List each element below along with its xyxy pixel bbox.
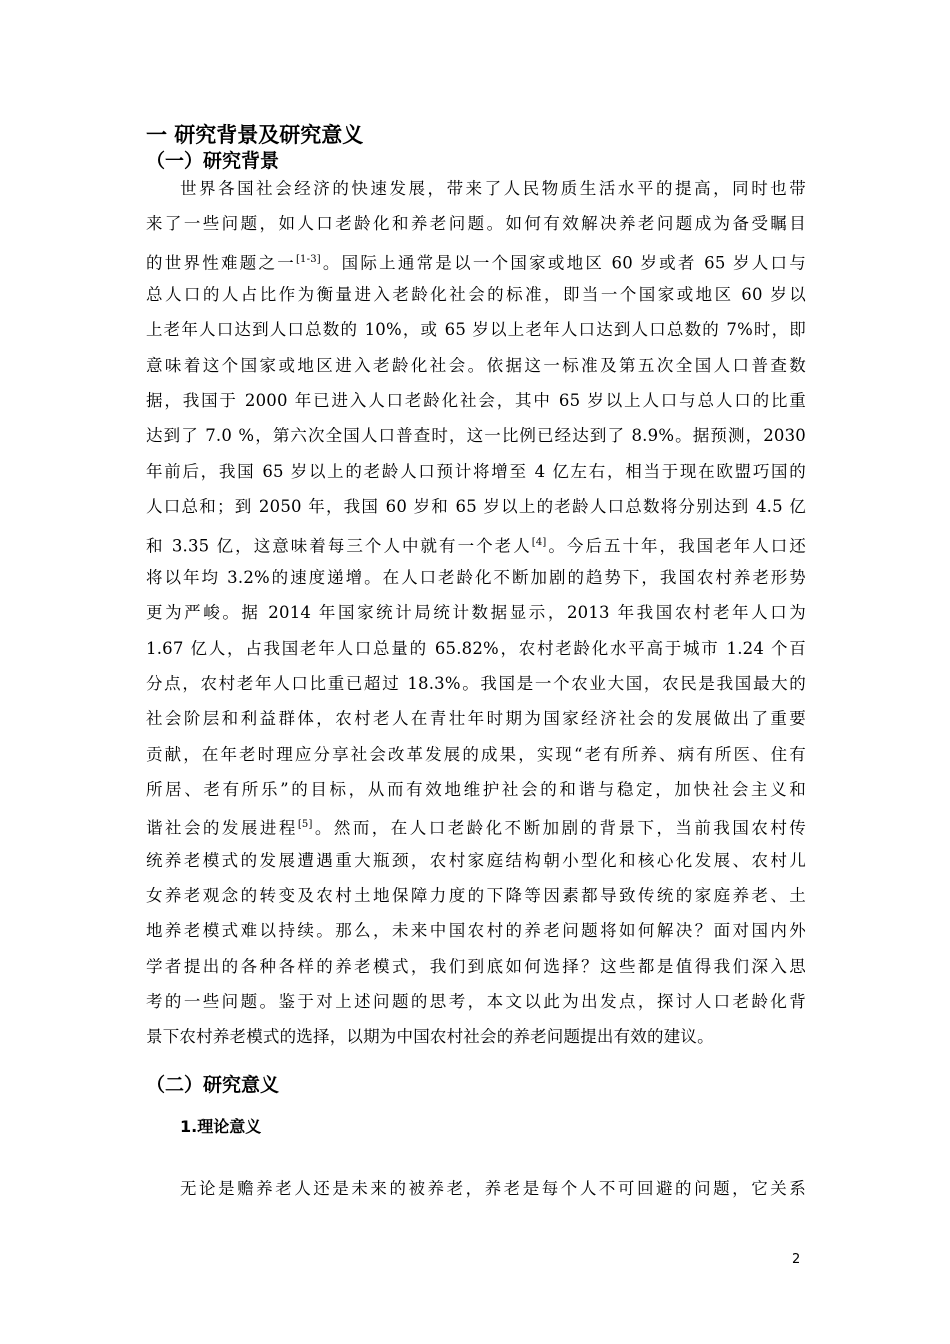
paragraph-line: 统养老模式的发展遭遇重大瓶颈，农村家庭结构朝小型化和核心化发展、农村儿 — [146, 850, 806, 870]
section-heading-background: （一）研究背景 — [146, 150, 280, 172]
paragraph-line: 贡献，在年老时理应分享社会改革发展的成果，实现“老有所养、病有所医、住有 — [146, 744, 806, 764]
paragraph-line: 地养老模式难以持续。那么，未来中国农村的养老问题将如何解决？面对国内外 — [146, 921, 806, 941]
subsection-heading-theory: 1.理论意义 — [180, 1117, 262, 1136]
paragraph-line: 1.67 亿人，占我国老年人口总量的 65.82%，农村老龄化水平高于城市 1.24 个百 — [146, 638, 806, 658]
paragraph-line: 总人口的人占比作为衡量进入老龄化社会的标准，即当一个国家或地区 60 岁以 — [146, 285, 806, 305]
paragraph-line: 上老年人口达到人口总数的 10%，或 65 岁以上老年人口达到人口总数的 7%时，即 — [146, 320, 806, 340]
paragraph-line: 据，我国于 2000 年已进入人口老龄化社会，其中 65 岁以上人口与总人口的比重 — [146, 391, 806, 411]
paragraph-line: 来了一些问题，如人口老龄化和养老问题。如何有效解决养老问题成为备受瞩目 — [146, 214, 806, 234]
paragraph-line: 意味着这个国家或地区进入老龄化社会。依据这一标准及第五次全国人口普查数 — [146, 355, 806, 375]
citation-marker: [5] — [297, 819, 313, 831]
paragraph-line: 所居、老有所乐”的目标，从而有效地维护社会的和谐与稳定，加快社会主义和 — [146, 779, 806, 799]
paragraph-line: 达到了 7.0 %，第六次全国人口普查时，这一比例已经达到了 8.9%。据预测，2030 — [146, 426, 806, 446]
paragraph-line: 女养老观念的转变及农村土地保障力度的下降等因素都导致传统的家庭养老、土 — [146, 886, 806, 905]
paragraph-line: 谐社会的发展进程[5]。然而，在人口老龄化不断加剧的背景下，当前我国农村传 — [146, 818, 806, 838]
paragraph-line: 无论是赡养老人还是未来的被养老，养老是每个人不可回避的问题，它关系 — [180, 1179, 806, 1198]
paragraph-line: 景下农村养老模式的选择，以期为中国农村社会的养老问题提出有效的建议。 — [146, 1027, 714, 1047]
paragraph-line: 的世界性难题之一[1-3]。国际上通常是以一个国家或地区 60 岁或者 65 岁人口与 — [146, 253, 806, 273]
paragraph-line: 考的一些问题。鉴于对上述问题的思考，本文以此为出发点，探讨人口老龄化背 — [146, 992, 806, 1012]
paragraph-line: 年前后，我国 65 岁以上的老龄人口预计将增至 4 亿左右，相当于现在欧盟巧国的 — [146, 461, 806, 481]
paragraph-line: 更为严峻。据 2014 年国家统计局统计数据显示，2013 年我国农村老年人口为 — [146, 603, 806, 623]
page-number: 2 — [792, 1252, 801, 1267]
paragraph-line: 人口总和；到 2050 年，我国 60 岁和 65 岁以上的老龄人口总数将分别达到 4.5 亿 — [146, 497, 806, 517]
paragraph-line: 将以年均 3.2%的速度递增。在人口老龄化不断加剧的趋势下，我国农村养老形势 — [146, 567, 806, 587]
paragraph-line: 学者提出的各种各样的养老模式，我们到底如何选择？这些都是值得我们深入思 — [146, 956, 806, 976]
chapter-heading: 一 研究背景及研究意义 — [146, 123, 364, 147]
paragraph-line: 分点，农村老年人口比重已超过 18.3%。我国是一个农业大国，农民是我国最大的 — [146, 673, 806, 693]
citation-marker: [4] — [531, 536, 547, 548]
paragraph-line: 和 3.35 亿，这意味着每三个人中就有一个老人[4]。今后五十年，我国老年人口还 — [146, 536, 806, 555]
section-heading-significance: （二）研究意义 — [146, 1074, 280, 1096]
citation-marker: [1-3] — [295, 253, 321, 265]
paragraph-line: 社会阶层和利益群体，农村老人在青壮年时期为国家经济社会的发展做出了重要 — [146, 709, 806, 729]
paragraph-line: 世界各国社会经济的快速发展，带来了人民物质生活水平的提高，同时也带 — [180, 179, 806, 198]
